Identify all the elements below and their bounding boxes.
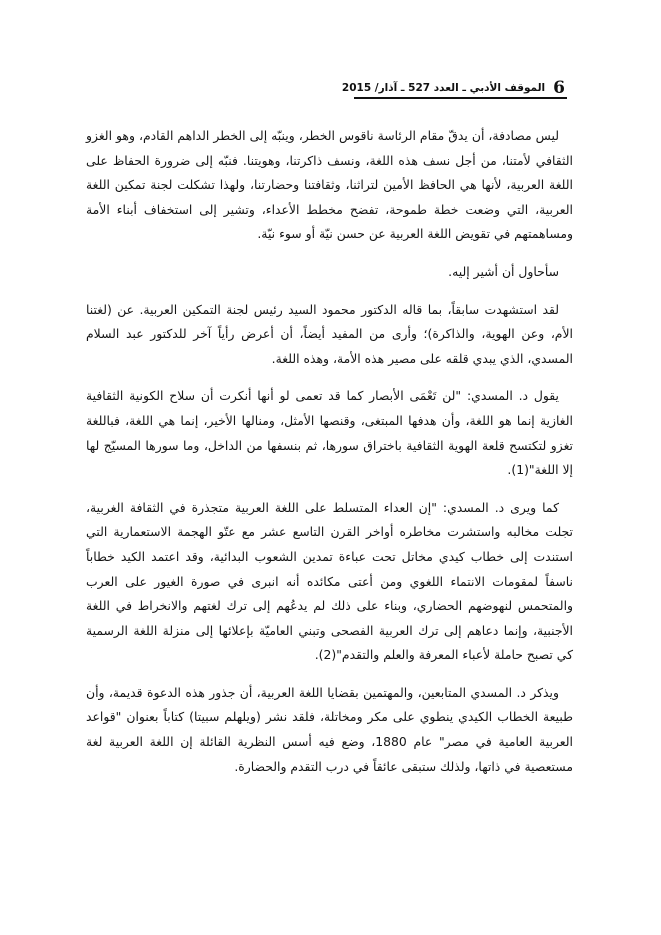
issue-info: الموقف الأدبي ـ العدد 527 ـ آذار/ 2015 bbox=[341, 82, 546, 94]
paragraph: ليس مصادفة، أن يدقّ مقام الرئاسة ناقوس الخطر، وينبّه إلى الخطر الداهم القادم، وهو الغزو الثقافي لأمتنا، من أجل نسف هذه اللغة، ونسف ذاكرتنا، وهويتنا. فنبّه إلى ضرورة الحفاظ على اللغة العربية، لأنها هي الحافظ الأمين لتراثنا، وثقافتنا وحضارتنا، ولهذا تشكلت لجنة تمكين اللغة العربية، التي وضعت خطة طموحة، تفضح مخطط الأعداء، وتشير إلى استخفاف أبناء الأمة ومساهمتهم في تقويض اللغة العربية عن حسن نيّة أو سوء نيّة. bbox=[86, 128, 573, 242]
paragraph: لقد استشهدت سابقاً، بما قاله الدكتور محمود السيد رئيس لجنة التمكين العربية. عن (لغتنا الأم، وعن الهوية، والذاكرة)؛ وأرى من المفيد أيضاً، أن أعرض رأياً آخر للدكتور عبد السلام المسدي، الذي يبدي قلقه على مصير هذه الأمة، وهذه اللغة. bbox=[86, 301, 573, 366]
article-body bbox=[86, 124, 573, 792]
paragraph: سأحاول أن أشير إليه. bbox=[448, 263, 559, 279]
page-number: 6 bbox=[553, 78, 565, 98]
paragraph: ويذكر د. المسدي المتابعين، والمهتمين بقضايا اللغة العربية، أن جذور هذه الدعوة قديمة، وأن طبيعة الخطاب الكيدي ينطوي على مكر ومخاتلة، فلقد نشر (ويلهلم سبيتا) كتاباً بعنوان "قواعد العربية العامية في مصر" عام 1880، وضع فيه أسس النظرية القائلة إن اللغة العربية لغة مستعصية في ذاتها، ولذلك ستبقى عائقاً في درب التقدم والحضارة. bbox=[86, 684, 573, 774]
paragraph: كما ويرى د. المسدي: "إن العداء المتسلط على اللغة العربية متجذرة في الثقافة الغربية، تجلت مخالبه واستشرت مخاطره أواخر القرن التاسع عشر مع عتّو الهجمة الاستعمارية التي استندت إلى خطاب كيدي مخاتل تحت عباءة تمدين الشعوب البدائية، وقد اعتمد الكيد خطاباً ناسفاً لمقومات الانتماء اللغوي ومن أعتى مكائده أنه انبرى في صورة الغيور على العرب والمتحمس لنهوضهم الحضاري، وبناء على ذلك لم يدعُهم إلى ترك لغتهم والانخراط في اللغة الأجنبية، وإنما دعاهم إلى ترك العربية الفصحى وتبني العاميّة بإعلائها إلى منزلة اللغة الرسمية كي تصبح حاملة لأعباء المعرفة والعلم والتقدم"(2). bbox=[86, 499, 573, 663]
paragraph: يقول د. المسدي: "لن تَعْمَى الأبصار كما قد تعمى لو أنها أنكرت أن سلاح الكونية الثقافية الغازية إنما هو اللغة، وأن هدفها المبتغى، وقنصها الأمثل، ومنالها الأخير، إنما هي اللغة، فباللغة تغزو لتكتسح قلعة الهوية الثقافية باختراق سورها، ثم بنسفها من الداخل، وما سورها المسيّج لها إلا اللغة"(1). bbox=[86, 388, 573, 478]
header-divider bbox=[354, 97, 567, 99]
